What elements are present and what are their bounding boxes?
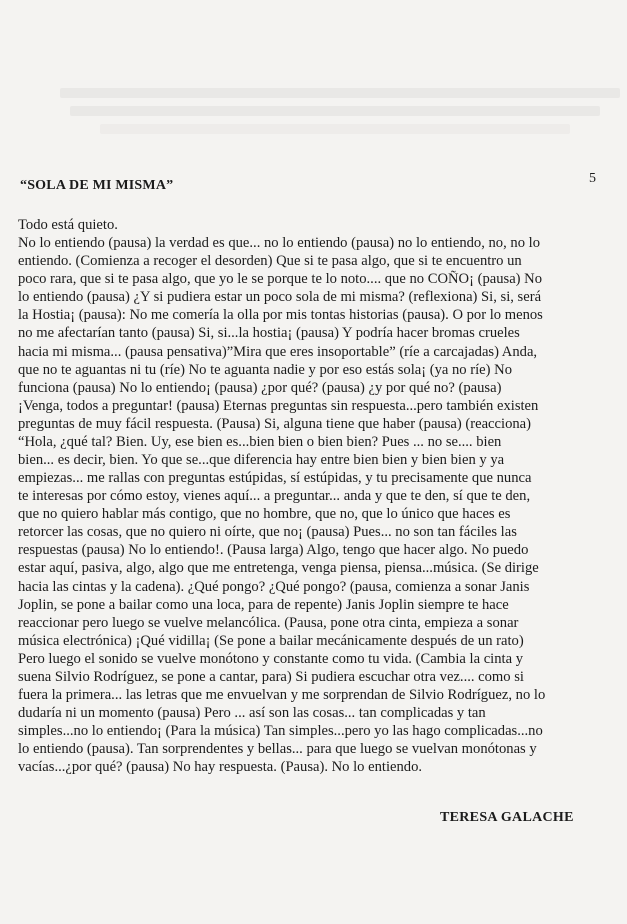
text-line: No lo entiendo (pausa) la verdad es que... no lo entiendo (pausa) no lo entiendo, no, no lo [18,235,540,252]
text-line: fuera la primera... las letras que me envuelvan y me sorprendan de Silvio Rodríguez, no lo [18,687,546,704]
bleed-through-mark [60,88,620,98]
poem-title: “SOLA DE MI MISMA” [20,178,174,193]
monologue-text [18,216,590,776]
text-line: empiezas... me rallas con preguntas estúpidas, sí estúpidas, y tu precisamente que nunca [18,470,532,487]
bleed-through-mark [70,106,600,116]
text-line: funciona (pausa) No lo entiendo¡ (pausa) ¿por qué? (pausa) ¿y por qué no? (pausa) [18,379,502,396]
page-number: 5 [589,171,596,186]
text-line: ¡Venga, todos a preguntar! (pausa) Eternas preguntas sin respuesta...pero también existen [18,397,539,414]
text-line: suena Silvio Rodríguez, se pone a cantar, para) Si pudiera escuchar otra vez.... como si [18,668,524,685]
text-line: Joplin, se pone a bailar como una loca, para de repente) Janis Joplin siempre te hace [18,596,509,613]
text-line: música electrónica) ¡Qué vidilla¡ (Se pone a bailar mecánicamente después de un rato) [18,632,524,649]
bleed-through-mark [100,124,570,134]
text-line: bien... es decir, bien. Yo que se...que diferencia hay entre bien bien y bien bien y ya [18,452,505,469]
text-line: dudaría ni un momento (pausa) Pero ... así son las cosas... tan complicadas y tan [18,705,486,722]
text-line: simples...no lo entiendo¡ (Para la música) Tan simples...pero yo las hago complicadas...no [18,723,543,740]
text-line: estar aquí, pasiva, algo, algo que me entretenga, venga piensa, piensa...música. (Se dirige [18,560,539,577]
text-line: Todo está quieto. [18,217,118,233]
text-line: que no quiero hablar más contigo, que no hombre, que no, que lo único que haces es [18,506,511,523]
text-line: te interesas por cómo estoy, vienes aquí... a preguntar... anda y que te den, sí que te den, [18,488,531,505]
text-line: “Hola, ¿qué tal? Bien. Uy, ese bien es...bien bien o bien bien? Pues ... no se.... bien [18,433,502,450]
text-line: respuestas (pausa) No lo entiendo!. (Pausa larga) Algo, tengo que hacer algo. No puedo [18,542,529,559]
text-line: reaccionar pero luego se vuelve melancólica. (Pausa, pone otra cinta, empieza a sonar [18,614,519,631]
text-line: entiendo. (Comienza a recoger el desorden) Que si te pasa algo, que si te encuentro un [18,253,522,270]
text-line: lo entiendo (pausa). Tan sorprendentes y bellas... para que luego se vuelvan monótonas y [18,741,537,758]
text-line: que no te aguantas ni tu (ríe) No te aguanta nadie y por eso estás sola¡ (ya no ríe) No [18,361,512,378]
text-line: Pero luego el sonido se vuelve monótono y constante como tu vida. (Cambia la cinta y [18,650,523,667]
text-line: lo entiendo (pausa) ¿Y si pudiera estar un poco sola de mi misma? (reflexiona) Si, si, será [18,289,542,306]
text-line: poco rara, que si te pasa algo, que yo le se porque te lo noto.... que no COÑO¡ (pausa) No [18,271,543,288]
text-line: vacías...¿por qué? (pausa) No hay respuesta. (Pausa). No lo entiendo. [18,759,423,776]
text-line: la Hostia¡ (pausa): No me comería la olla por mis tontas historias (pausa). O por lo menos [18,307,543,324]
text-line: preguntas de muy fácil respuesta. (Pausa) Si, alguna tiene que haber (pausa) (reacciona) [18,415,531,432]
text-line: no me afectarían tanto (pausa) Si, si...la hostia¡ (pausa) Y podría hacer bromas crueles [18,325,520,342]
text-line: retorcer las cosas, que no quiero ni oírte, que no¡ (pausa) Pues... no son tan fáciles las [18,524,517,541]
text-line: hacia las cintas y la cadena). ¿Qué pongo? ¿Qué pongo? (pausa, comienza a sonar Janis [18,578,530,595]
text-line: hacia mi misma... (pausa pensativa)”Mira que eres insoportable” (ríe a carcajadas) Anda, [18,343,538,360]
author-name: TERESA GALACHE [440,810,574,825]
